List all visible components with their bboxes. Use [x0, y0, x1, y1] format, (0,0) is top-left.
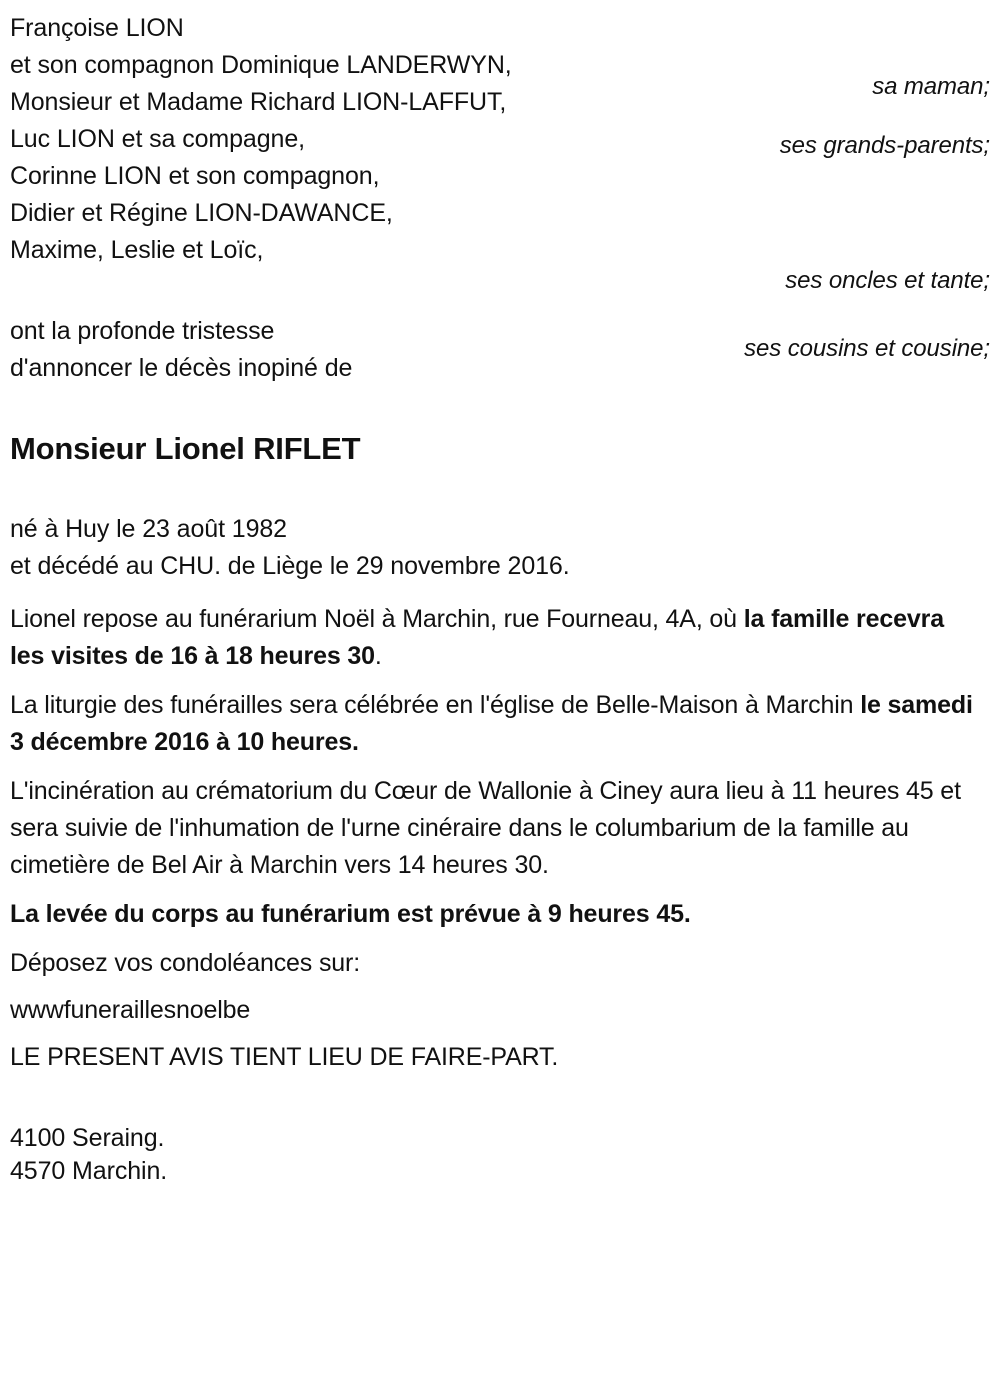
detail-paragraph	[10, 601, 975, 675]
paragraph-text: L'incinération au crématorium du Cœur de Wallonie à Ciney aura lieu à 11 heures 45 et sera suivie de l'inhumation de l'urne cinéraire dans le columbarium de la famille au cimetière de Bel Air à Marchin vers 14 heures 30.	[10, 777, 961, 879]
condolences-line: LE PRESENT AVIS TIENT LIEU DE FAIRE-PART.	[10, 1043, 559, 1071]
paragraph-text: La liturgie des funérailles sera célébrée en l'église de Belle-Maison à Marchin	[10, 691, 861, 719]
funeral-details-block	[0, 601, 1000, 933]
family-member-line: Françoise LION	[10, 14, 184, 42]
family-group	[0, 232, 1000, 269]
family-member-line: Luc LION et sa compagne,	[10, 125, 305, 153]
address-block	[0, 1122, 1000, 1188]
relation-label: ses grands-parents;	[779, 132, 990, 159]
family-member-line: et son compagnon Dominique LANDERWYN,	[10, 51, 512, 79]
condolences-line: Déposez vos condoléances sur:	[10, 949, 361, 977]
relation-label: ses oncles et tante;	[785, 267, 990, 294]
lead-line: d'annoncer le décès inopiné de	[10, 354, 353, 382]
emphasis-text: le samedi 3 décembre 2016 à 10 heures.	[10, 691, 973, 756]
detail-paragraph	[10, 687, 975, 761]
paragraph-text: .	[374, 642, 382, 670]
emphasis-text: la famille recevra les visites de 16 à 18 heures 30	[10, 605, 944, 670]
date-line: et décédé au CHU. de Liège le 29 novembre 2016.	[10, 552, 570, 580]
relation-label: ses cousins et cousine;	[744, 335, 990, 362]
family-member-line: Corinne LION et son compagnon,	[10, 162, 380, 190]
date-line: né à Huy le 23 août 1982	[10, 515, 287, 543]
address-line: 4100 Seraing.	[10, 1124, 165, 1152]
detail-paragraph	[10, 773, 975, 884]
family-member-line: Monsieur et Madame Richard LION-LAFFUT,	[10, 88, 507, 116]
family-member-line: Didier et Régine LION-DAWANCE,	[10, 199, 393, 227]
paragraph-text: Lionel repose au funérarium Noël à Marchin, rue Fourneau, 4A, où	[10, 605, 744, 633]
detail-paragraph	[10, 896, 975, 933]
address-line: 4570 Marchin.	[10, 1157, 168, 1185]
condolences-block	[0, 945, 1000, 1076]
lead-line: ont la profonde tristesse	[10, 317, 275, 345]
family-group	[0, 121, 1000, 232]
deceased-name: Monsieur Lionel RIFLET	[10, 431, 361, 466]
emphasis-text: La levée du corps au funérarium est prévue à 9 heures 45.	[10, 900, 691, 928]
family-member-line: Maxime, Leslie et Loïc,	[10, 236, 264, 264]
website-line[interactable]: wwwfuneraillesnoelbe	[10, 996, 251, 1024]
family-group	[0, 84, 1000, 121]
relation-label: sa maman;	[872, 73, 990, 100]
birth-death-dates	[0, 511, 1000, 585]
